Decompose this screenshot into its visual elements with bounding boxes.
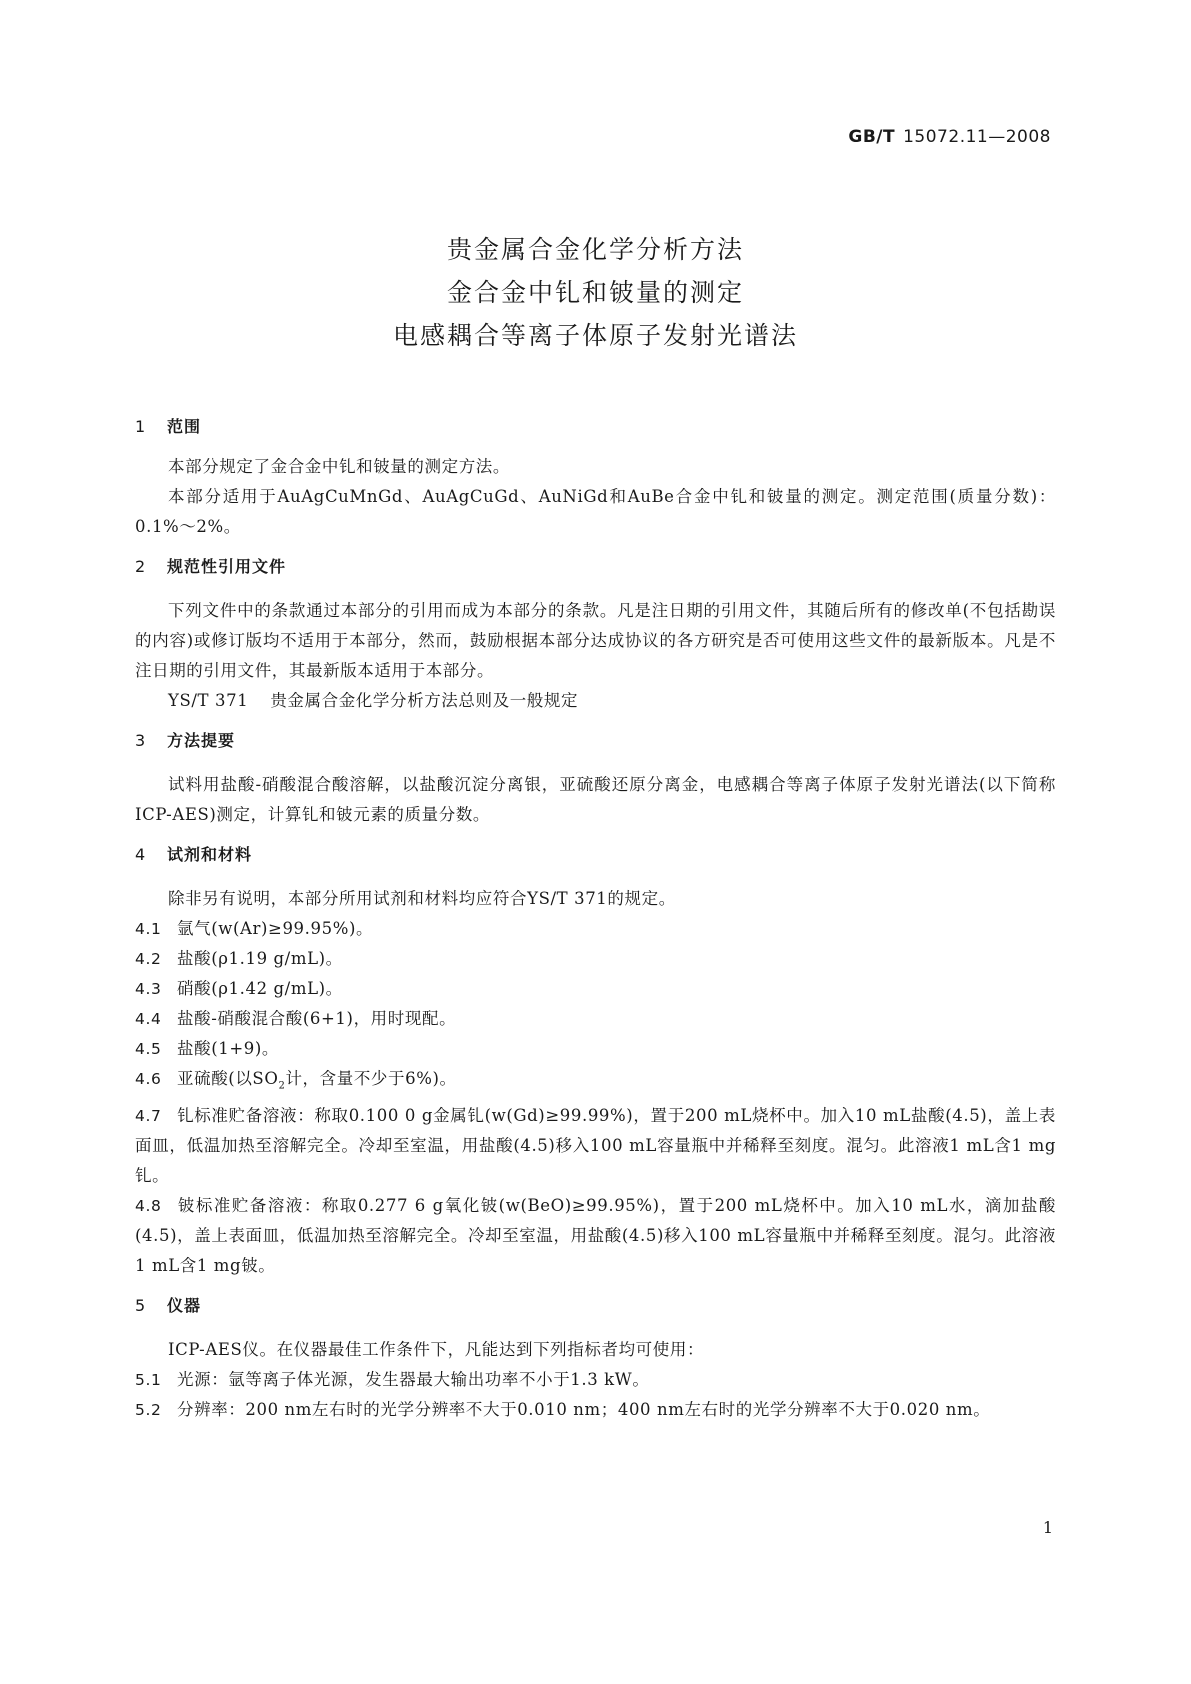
document-title <box>0 228 1191 357</box>
list-item: 4.1 氩气(w(Ar)≥99.95%)。 <box>135 919 374 938</box>
list-item: 4.6 亚硫酸(以$SO_2$计，含量不少于6%)。 <box>135 1069 457 1092</box>
title-line-3: 电感耦合等离子体原子发射光谱法 <box>392 321 798 350</box>
standard-code <box>848 127 1051 147</box>
section-heading-normative-references: 2 规范性引用文件 <box>135 557 287 576</box>
reference-entry: YS/T 371 贵金属合金化学分析方法总则及一般规定 <box>168 691 579 710</box>
list-item: 5.1 光源：氩等离子体光源，发生器最大输出功率不小于1.3 kW。 <box>135 1370 650 1390</box>
list-item: 4.5 盐酸(1+9)。 <box>135 1039 279 1058</box>
paragraph: 下列文件中的条款通过本部分的引用而成为本部分的条款。凡是注日期的引用文件，其随后所有的修改单(不包括勘误的内容)或修订版均不适用于本部分，然而，鼓励根据本部分达成协议的各方研究是否可使用这些文件的最新版本。凡是不注日期的引用文件，其最新版本适用于本部分。 <box>135 601 1056 680</box>
list-item: 4.3 硝酸(ρ1.42 g/mL)。 <box>135 979 343 998</box>
section-heading-scope: 1 范围 <box>135 417 202 436</box>
title-line-1: 贵金属合金化学分析方法 <box>446 235 744 264</box>
document-body <box>135 412 1056 1425</box>
paragraph: ICP-AES仪。在仪器最佳工作条件下，凡能达到下列指标者均可使用： <box>168 1340 705 1360</box>
paragraph: 试料用盐酸-硝酸混合酸溶解，以盐酸沉淀分离银，亚硫酸还原分离金，电感耦合等离子体原子发射光谱法(以下简称ICP-AES)测定，计算钆和铍元素的质量分数。 <box>135 775 1056 824</box>
paragraph: 本部分规定了金合金中钆和铍量的测定方法。 <box>168 457 510 476</box>
section-heading-reagents: 4 试剂和材料 <box>135 845 253 864</box>
title-line-2: 金合金中钆和铍量的测定 <box>446 278 744 307</box>
list-item: 4.2 盐酸(ρ1.19 g/mL)。 <box>135 949 343 968</box>
section-heading-method-summary: 3 方法提要 <box>135 731 236 750</box>
standard-code-prefix: GB/T <box>848 127 896 147</box>
section-heading-apparatus: 5 仪器 <box>135 1296 202 1316</box>
page-number: 1 <box>1042 1518 1053 1537</box>
paragraph: 本部分适用于AuAgCuMnGd、AuAgCuGd、AuNiGd和AuBe合金中钆和铍量的测定。测定范围(质量分数)：0.1%～2%。 <box>135 487 1056 536</box>
standard-code-number: 15072.11—2008 <box>903 127 1051 147</box>
list-item: 4.4 盐酸-硝酸混合酸(6+1)，用时现配。 <box>135 1009 457 1028</box>
list-item: 4.7 钆标准贮备溶液：称取0.100 0 g金属钆(w(Gd)≥99.99%)，置于200 mL烧杯中。加入10 mL盐酸(4.5)，盖上表面皿，低温加热至溶解完全。冷却至室温，用盐酸(4.5)移入100 mL容量瓶中并稀释至刻度。混匀。此溶液1 mL含1 mg钆。 <box>135 1106 1056 1186</box>
paragraph: 除非另有说明，本部分所用试剂和材料均应符合YS/T 371的规定。 <box>168 889 676 908</box>
list-item: 4.8 铍标准贮备溶液：称取0.277 6 g氧化铍(w(BeO)≥99.95%)，置于200 mL烧杯中。加入10 mL水，滴加盐酸(4.5)，盖上表面皿，低温加热至溶解完全。冷却至室温，用盐酸(4.5)移入100 mL容量瓶中并稀释至刻度。混匀。此溶液1 mL含1 mg铍。 <box>135 1196 1056 1276</box>
list-item: 5.2 分辨率：200 nm左右时的光学分辨率不大于0.010 nm；400 nm左右时的光学分辨率不大于0.020 nm。 <box>135 1400 991 1420</box>
